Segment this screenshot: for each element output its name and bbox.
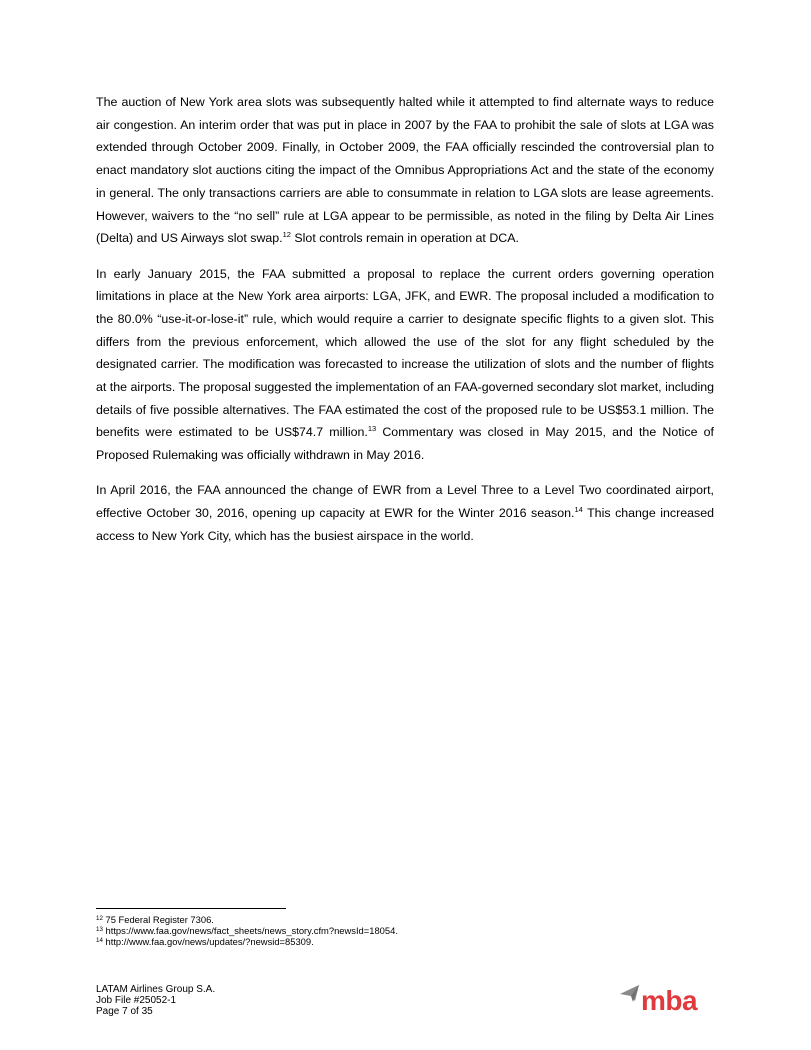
logo-text: mba xyxy=(641,985,698,1014)
mba-logo xyxy=(620,980,720,1014)
footnote-number: 14 xyxy=(96,937,103,945)
footnote-number: 13 xyxy=(96,926,103,934)
paragraph-text: In early January 2015, the FAA submitted a proposal to replace the current orders governing operation limitations in place at the New York area airports: LGA, JFK, and EWR. The proposal included a modification to the 80.0% “use-it-or-lose-it” rule, which would require a carrier to designate specific flights to a given slot. This differs from the previous enforcement, which allowed the use of the slot for any flight scheduled by the designated carrier. The modification was forecasted to increase the utilization of slots and the number of flights at the airports. The proposal suggested the implementation of an FAA-governed secondary slot market, including details of five possible alternatives. The FAA estimated the cost of the proposed rule to be US$53.1 million. The benefits were estimated to be US$74.7 million. xyxy=(96,266,714,440)
footnotes xyxy=(96,914,398,948)
footnote xyxy=(96,936,398,947)
paragraph-text: Slot controls remain in operation at DCA. xyxy=(290,231,519,246)
paragraph-text: Commentary was closed in May 2015, and the Notice of Proposed Rulemaking was officially withdrawn in May 2016. xyxy=(96,425,714,463)
footnote-separator xyxy=(96,908,286,909)
body-text xyxy=(96,91,714,560)
footnote-ref: 14 xyxy=(574,505,583,515)
footnote-text: https://www.faa.gov/news/fact_sheets/news_story.cfm?newsId=18054. xyxy=(102,925,398,937)
paragraph xyxy=(96,91,714,250)
paragraph-text: In April 2016, the FAA announced the change of EWR from a Level Three to a Level Two coordinated airport, effective October 30, 2016, opening up capacity at EWR for the Winter 2016 season. xyxy=(96,483,714,521)
page-footer xyxy=(96,984,215,1018)
footnote xyxy=(96,925,398,936)
paragraph xyxy=(96,479,714,547)
paragraph-text: This change increased access to New York City, which has the busiest airspace in the world. xyxy=(96,506,714,543)
footnote-ref: 13 xyxy=(367,424,377,434)
paragraph xyxy=(96,263,714,467)
paragraph-text: The auction of New York area slots was subsequently halted while it attempted to find alternate ways to reduce air congestion. An interim order that was put in place in 2007 by the FAA to prohibit the sale of slots at LGA was extended through October 2009. Finally, in October 2009, the FAA officially rescinded the controversial plan to enact mandatory slot auctions citing the impact of the Omnibus Appropriations Act and the state of the economy in general. The only transactions carriers are able to consummate in relation to LGA slots are lease agreements. However, waivers to the “no sell” rule at LGA appear to be permissible, as noted in the filing by Delta Air Lines (Delta) and US Airways slot swap. xyxy=(96,95,714,246)
footnote-ref: 12 xyxy=(282,230,291,240)
footnote xyxy=(96,914,398,925)
footer-job-file: Job File #25052-1 xyxy=(96,995,177,1007)
footnote-text: http://www.faa.gov/news/updates/?newsid=85309. xyxy=(102,936,314,948)
footer-page-number: Page 7 of 35 xyxy=(96,1006,153,1018)
footer-company: LATAM Airlines Group S.A. xyxy=(96,984,216,995)
footnote-text: 75 Federal Register 7306. xyxy=(102,914,214,925)
footnote-number: 12 xyxy=(96,915,103,922)
